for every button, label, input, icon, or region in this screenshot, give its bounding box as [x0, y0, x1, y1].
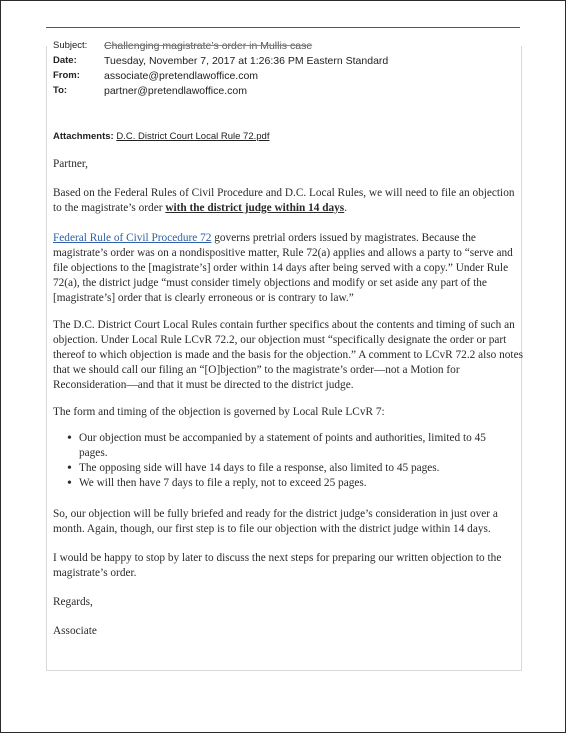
attachment-link[interactable]: D.C. District Court Local Rule 72.pdf [116, 131, 270, 142]
attachments-row [53, 131, 269, 142]
subject-value: Challenging magistrate’s order in Mullis case [104, 40, 313, 52]
rule-bullet-list [67, 431, 507, 491]
greeting: Partner, [53, 158, 88, 170]
paragraph-2 [53, 231, 523, 306]
to-value: partner@pretendlawoffice.com [104, 85, 247, 97]
from-label: From: [53, 70, 80, 81]
date-value: Tuesday, November 7, 2017 at 1:26:36 PM Eastern Standard [104, 55, 389, 67]
from-value: associate@pretendlawoffice.com [104, 70, 259, 82]
paragraph-3: The D.C. District Court Local Rules contain further specifics about the contents and timing of such an objection. Under Local Rule LCvR 72.2, our objection must “specifically designate the order or part thereof to which objection is made and the basis for the objection.” A comment to LCvR 72.2 also notes that we should call our filing an “[O]bjection” to the magistrate’s order—not a Motion for Reconsideration—and that it must be directed to the district judge. [53, 319, 523, 391]
frcp-72-link[interactable]: Federal Rule of Civil Procedure 72 [53, 232, 212, 244]
paragraph-1 [53, 186, 523, 216]
paragraph-4: The form and timing of the objection is governed by Local Rule LCvR 7: [53, 406, 385, 418]
p1-emphasis: with the district judge within 14 days [165, 202, 345, 214]
p2-text: governs pretrial orders issued by magistrates. Because the magistrate’s order was on a nondispositive matter, Rule 72(a) applies and allows a party to “serve and file objections to the [magistrate’s] order within 14 days after being served with a copy.” Under Rule 72(a), the district judge “must consider timely objections and modify or set aside any part of the [magistrate’s] order that is clearly erroneous or is contrary to law.” [53, 232, 513, 304]
attachments-label: Attachments: [53, 131, 114, 142]
p1-text: Based on the Federal Rules of Civil Procedure and D.C. Local Rules, we will need to file an objection to the magistrate’s order [53, 187, 515, 214]
to-label: To: [53, 85, 68, 96]
top-rule [46, 27, 520, 28]
list-item: • Our objection must be accompanied by a statement of points and authorities, limited to 45 pages. [67, 431, 507, 461]
paragraph-6: I would be happy to stop by later to discuss the next steps for preparing our written objection to the magistrate’s order. [53, 552, 502, 579]
subject-label: Subject: [53, 40, 88, 51]
signature: Associate [53, 625, 97, 637]
closing: Regards, [53, 596, 93, 608]
date-label: Date: [53, 55, 77, 66]
p1-end: . [344, 202, 348, 214]
list-item: • The opposing side will have 14 days to file a response, also limited to 45 pages. [67, 461, 507, 476]
paragraph-5: So, our objection will be fully briefed and ready for the district judge’s consideration in just over a month. Again, though, our first step is to file our objection with the district judge within 14 days. [53, 508, 498, 535]
list-item: • We will then have 7 days to file a reply, not to exceed 25 pages. [67, 476, 507, 491]
